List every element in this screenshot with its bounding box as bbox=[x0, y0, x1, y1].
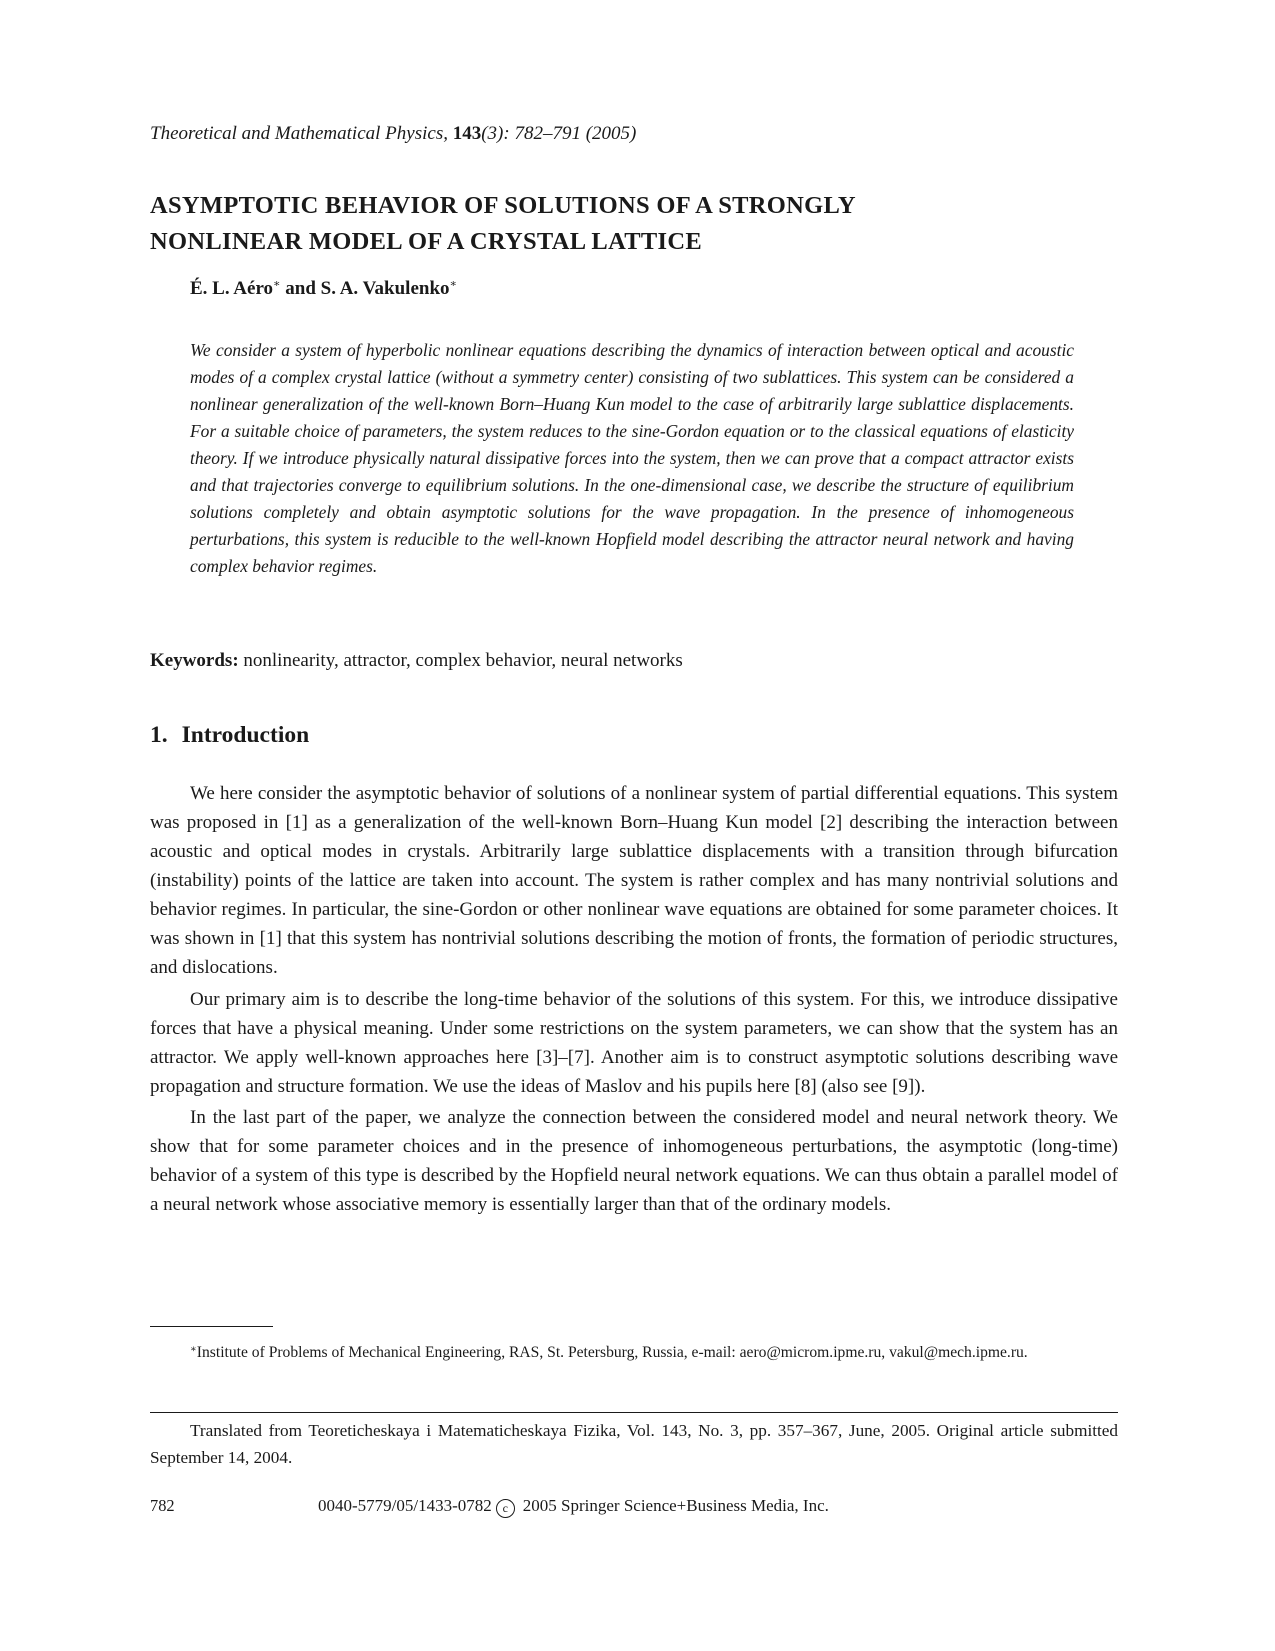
author-1: É. L. Aéro bbox=[190, 278, 274, 299]
footnote-mark: ∗ bbox=[190, 1344, 197, 1355]
journal-issue-pages: (3): 782–791 (2005) bbox=[481, 123, 637, 144]
author-list bbox=[190, 277, 457, 300]
issn: 0040-5779/05/1433-0782 bbox=[318, 1496, 492, 1515]
body-text bbox=[150, 779, 1118, 1222]
copyright-text: 2005 Springer Science+Business Media, Inc. bbox=[522, 1496, 829, 1515]
footnote-text: Institute of Problems of Mechanical Engineering, RAS, St. Petersburg, Russia, e-mail: aero@microm.ipme.ru, vakul@mech.ipme.ru. bbox=[196, 1344, 1028, 1361]
section-number: 1. bbox=[150, 722, 168, 748]
paragraph: Our primary aim is to describe the long-time behavior of the solutions of this system. For this, we introduce dissipative forces that have a physical meaning. Under some restrictions on the system parameters, we can show that the system has an attractor. We apply well-known approaches here [3]–[7]. Another aim is to construct asymptotic solutions describing wave propagation and structure formation. We use the ideas of Maslov and his pupils here [8] (also see [9]). bbox=[150, 988, 1118, 1097]
author-2-affiliation-mark: ∗ bbox=[449, 278, 458, 290]
author-connector: and bbox=[280, 278, 321, 299]
title-line-2: NONLINEAR MODEL OF A CRYSTAL LATTICE bbox=[150, 228, 702, 255]
keywords-text: nonlinearity, attractor, complex behavior, neural networks bbox=[238, 650, 683, 671]
translation-rule bbox=[150, 1412, 1118, 1413]
page-number: 782 bbox=[150, 1496, 175, 1515]
paragraph: In the last part of the paper, we analyze the connection between the considered model and neural network theory. We show that for some parameter choices and in the presence of inhomogeneous perturbations, the asymptotic (long-time) behavior of a system of this type is described by the Hopfield neural network equations. We can thus obtain a parallel model of a neural network whose associative memory is essentially larger than that of the ordinary models. bbox=[150, 1107, 1118, 1215]
paragraph: We here consider the asymptotic behavior of solutions of a nonlinear system of partial differential equations. This system was proposed in [1] as a generalization of the well-known Born–Huang Kun model [2] describing the interaction between acoustic and optical modes in crystals. Arbitrarily large sublattice displacements with a transition through bifurcation (instability) points of the lattice are taken into account. The system is rather complex and has many nontrivial solutions and behavior regimes. In particular, the sine-Gordon or other nonlinear wave equations are obtained for some parameter choices. It was shown in [1] that this system has nontrivial solutions describing the motion of fronts, the formation of periodic structures, and dislocations. bbox=[150, 783, 1118, 978]
section-title: Introduction bbox=[181, 722, 310, 748]
journal-volume: 143 bbox=[452, 123, 482, 144]
copyright-line bbox=[318, 1496, 829, 1518]
section-heading bbox=[150, 722, 309, 749]
translation-note: Translated from Teoreticheskaya i Matematicheskaya Fizika, Vol. 143, No. 3, pp. 357–367, June, 2005. Original article submitted September 14, 2004. bbox=[150, 1421, 1118, 1467]
copyright-icon: c bbox=[496, 1499, 515, 1518]
keywords-label: Keywords: bbox=[150, 650, 239, 671]
author-2: S. A. Vakulenko bbox=[320, 278, 450, 299]
author-1-affiliation-mark: ∗ bbox=[273, 278, 281, 290]
footnote bbox=[150, 1339, 1054, 1363]
keywords bbox=[150, 650, 683, 672]
abstract: We consider a system of hyperbolic nonlinear equations describing the dynamics of interaction between optical and acoustic modes of a complex crystal lattice (without a symmetry center) consisting of two sublattices. This system can be considered a nonlinear generalization of the well-known Born–Huang Kun model to the case of arbitrarily large sublattice displacements. For a suitable choice of parameters, the system reduces to the sine-Gordon equation or to the classical equations of elasticity theory. If we introduce physically natural dissipative forces into the system, then we can prove that a compact attractor exists and that trajectories converge to equilibrium solutions. In the one-dimensional case, we describe the structure of equilibrium solutions completely and obtain asymptotic solutions for the wave propagation. In the presence of inhomogeneous perturbations, this system is reducible to the well-known Hopfield model describing the attractor neural network and having complex behavior regimes. bbox=[190, 340, 1074, 576]
journal-name: Theoretical and Mathematical Physics, bbox=[150, 123, 448, 144]
footnote-rule bbox=[150, 1326, 273, 1327]
paper-title bbox=[150, 188, 1118, 260]
journal-citation bbox=[150, 123, 636, 145]
title-line-1: ASYMPTOTIC BEHAVIOR OF SOLUTIONS OF A STRONGLY bbox=[150, 192, 856, 219]
